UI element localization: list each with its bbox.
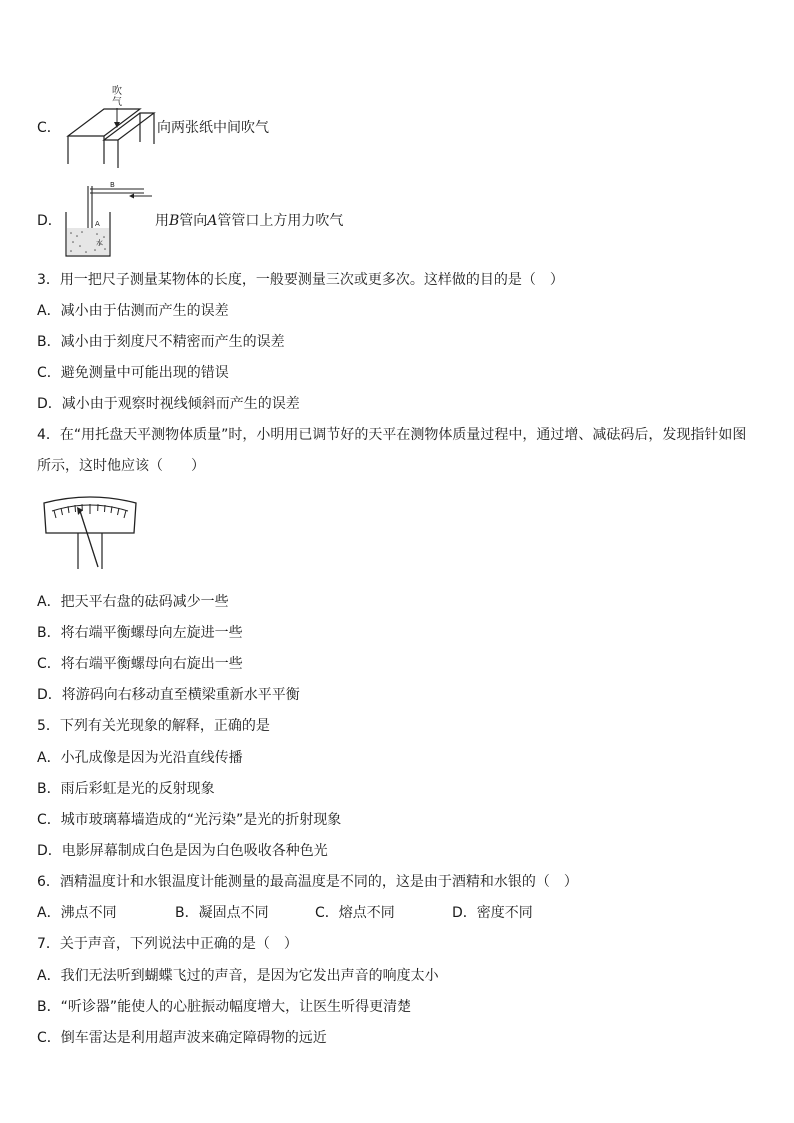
q5-stem: 5．下列有关光现象的解释，正确的是 [37,718,270,734]
q2-option-c-text: 向两张纸中间吹气 [157,120,269,136]
q4-option-b: B．将右端平衡螺母向左旋进一些 [37,625,243,641]
q7-option-a: A．我们无法听到蝴蝶飞过的声音，是因为它发出声音的响度太小 [37,968,439,984]
water-label: 水 [96,239,103,247]
blow-label-char-2: 气 [112,97,122,108]
two-paper-sheets-figure [60,84,156,170]
q3-option-b: B．减小由于刻度尺不精密而产生的误差 [37,334,285,350]
q5-option-d: D．电影屏幕制成白色是因为白色吸收各种色光 [37,843,328,859]
q3-option-a: A．减小由于估测而产生的误差 [37,303,229,319]
q7-option-c: C．倒车雷达是利用超声波来确定障碍物的远近 [37,1030,327,1046]
q4-option-c: C．将右端平衡螺母向右旋出一些 [37,656,243,672]
q3-option-c: C．避免测量中可能出现的错误 [37,365,229,381]
q3-stem: 3．用一把尺子测量某物体的长度，一般要测量三次或更多次。这样做的目的是（ ） [37,272,564,288]
scale-ticks [54,504,126,518]
tube-a-label: A [95,220,100,228]
q2-option-d-label: D． [37,213,62,229]
q3-option-d: D．减小由于观察时视线倾斜而产生的误差 [37,396,300,412]
tube-b-label: B [110,181,115,189]
q7-stem: 7．关于声音，下列说法中正确的是（ ） [37,936,298,952]
blow-direction-arrow [129,194,134,199]
pointer-needle [80,511,98,567]
q6-option-b: B．凝固点不同 [175,905,269,921]
q6-option-c: C．熔点不同 [315,905,395,921]
q5-option-c: C．城市玻璃幕墙造成的“光污染”是光的折射现象 [37,812,342,828]
q2-option-c-label: C． [37,120,61,136]
q6-stem: 6．酒精温度计和水银温度计能测量的最高温度是不同的，这是由于酒精和水银的（ ） [37,874,578,890]
q4-option-a: A．把天平右盘的砝码减少一些 [37,594,229,610]
balance-pointer-figure [40,493,140,571]
q4-stem-line1: 4．在“用托盘天平测物体质量”时，小明用已调节好的天平在测物体质量过程中，通过增、减砝码后，发现指针如图 [37,427,747,443]
q7-option-b: B．“听诊器”能使人的心脏振动幅度增大，让医生听得更清楚 [37,999,412,1015]
blow-label-char-1: 吹 [112,86,122,97]
q4-stem-line2: 所示，这时他应该（ ） [37,458,205,474]
q6-option-a: A．沸点不同 [37,905,117,921]
q5-option-b: B．雨后彩虹是光的反射现象 [37,781,215,797]
beaker-tubes-figure [62,178,154,260]
scale-frame [44,497,136,533]
q4-option-d: D．将游码向右移动直至横梁重新水平平衡 [37,687,300,703]
q6-option-d: D．密度不同 [452,905,533,921]
q2-option-d-text: 用B管向A管管口上方用力吹气 [155,213,344,229]
q5-option-a: A．小孔成像是因为光沿直线传播 [37,750,243,766]
